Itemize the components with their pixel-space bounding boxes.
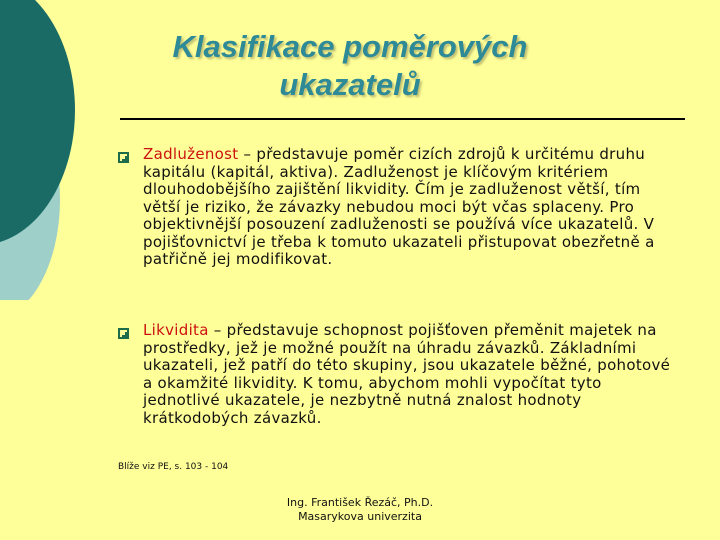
bullet-body: – představuje poměr cizích zdrojů k určitému druhu kapitálu (kapitál, aktiva). Zadluženost je klíčovým kritériem dlouhodobějšího zajištění likvidity. Čím je zadluženost větší, tím větší je riziko, že závazky nebudou moci být včas splaceny. Pro objektivnější posouzení zadluženosti se používá více ukazatelů. V pojišťovnictví je třeba k tomuto ukazateli přistupovat obezřetně a patřičně jej modifikovat. xyxy=(143,145,655,268)
title-line-2: ukazatelů xyxy=(279,67,421,102)
title-line-1: Klasifikace poměrových xyxy=(172,29,528,64)
footer xyxy=(200,496,520,524)
bullet-term: Zadluženost xyxy=(143,145,239,163)
footer-institution: Masarykova univerzita xyxy=(298,510,422,523)
bullet-body: – představuje schopnost pojišťoven přeměnit majetek na prostředky, jež je možné použít na úhradu závazků. Základními ukazateli, jež patří do této skupiny, jsou ukazatele běžné, pohotové a okamžité likvidity. K tomu, abychom mohli vypočítat tyto jednotlivé ukazatele, je nezbytně nutná znalost hodnoty krátkodobých závazků. xyxy=(143,321,671,427)
reference-note: Blíže viz PE, s. 103 - 104 xyxy=(118,462,229,472)
checkbox-bullet-icon xyxy=(118,328,129,339)
slide-title xyxy=(150,28,550,104)
bullet-text xyxy=(143,322,678,427)
footer-author: Ing. František Řezáč, Ph.D. xyxy=(286,496,434,509)
bullet-text xyxy=(143,146,678,269)
bullet-zadluzenost xyxy=(118,146,678,269)
title-divider xyxy=(120,118,685,120)
checkbox-bullet-icon xyxy=(118,152,129,163)
bullet-term: Likvidita xyxy=(143,321,209,339)
bullet-likvidita xyxy=(118,322,678,427)
